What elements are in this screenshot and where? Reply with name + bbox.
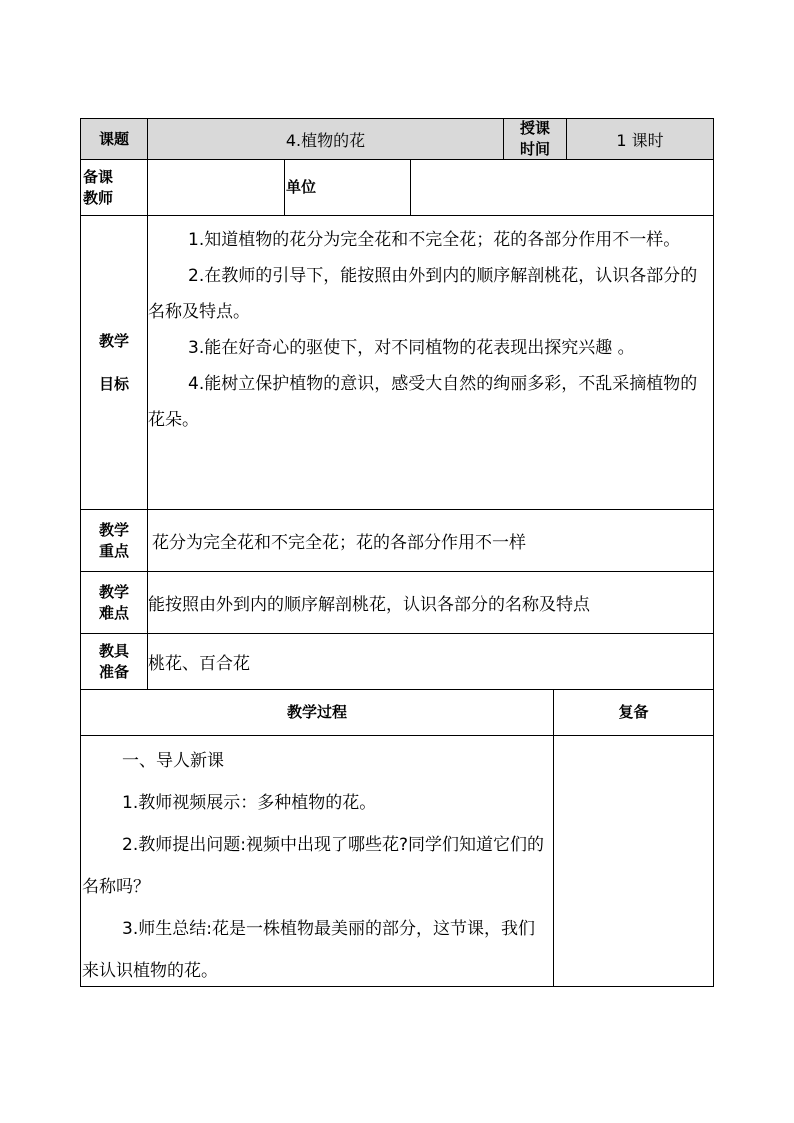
process-header: 教学过程 [286, 703, 347, 721]
objective-item: 2.在教师的引导下，能按照由外到内的顺序解剖桃花，认识各部分的名称及特点。 [148, 266, 698, 322]
review-content [554, 736, 713, 986]
difficulties-value: 能按照由外到内的顺序解剖桃花，认识各部分的名称及特点 [148, 595, 590, 615]
col-divider [284, 159, 285, 215]
materials-label: 教具 准备 [98, 641, 129, 681]
unit-value [411, 160, 713, 215]
process-item: 2.教师提出问题:视频中出现了哪些花?同学们知道它们的名称吗？ [82, 835, 544, 897]
objective-item: 4.能树立保护植物的意识，感受大自然的绚丽多彩，不乱采摘植物的花朵。 [148, 374, 698, 430]
key-points-label: 教学 重点 [98, 520, 129, 560]
key-points-value: 花分为完全花和不完全花；花的各部分作用不一样 [152, 533, 526, 553]
topic-label: 课题 [98, 129, 129, 148]
period-label: 授课 时间 [519, 119, 550, 158]
objectives-label: 教学 目标 [98, 331, 129, 393]
process-heading: 一、导人新课 [122, 751, 224, 771]
process-content [81, 736, 552, 986]
objective-item: 1.知道植物的花分为完全花和不完全花；花的各部分作用不一样。 [188, 230, 681, 250]
objectives-content [148, 216, 713, 509]
teacher-value [148, 160, 284, 215]
objective-item: 3.能在好奇心的驱使下，对不同植物的花表现出探究兴趣 。 [188, 338, 635, 358]
teacher-label: 备课 教师 [83, 167, 114, 207]
process-item: 3.师生总结:花是一株植物最美丽的部分，这节课，我们来认识植物的花。 [82, 919, 535, 981]
period-value: 1 课时 [616, 130, 664, 150]
difficulties-label: 教学 难点 [98, 582, 129, 622]
review-header: 复备 [618, 703, 649, 721]
materials-value: 桃花、百合花 [148, 654, 250, 674]
topic-value: 4.植物的花 [285, 130, 366, 150]
unit-label: 单位 [286, 178, 317, 196]
process-item: 1.教师视频展示：多种植物的花。 [122, 793, 377, 813]
